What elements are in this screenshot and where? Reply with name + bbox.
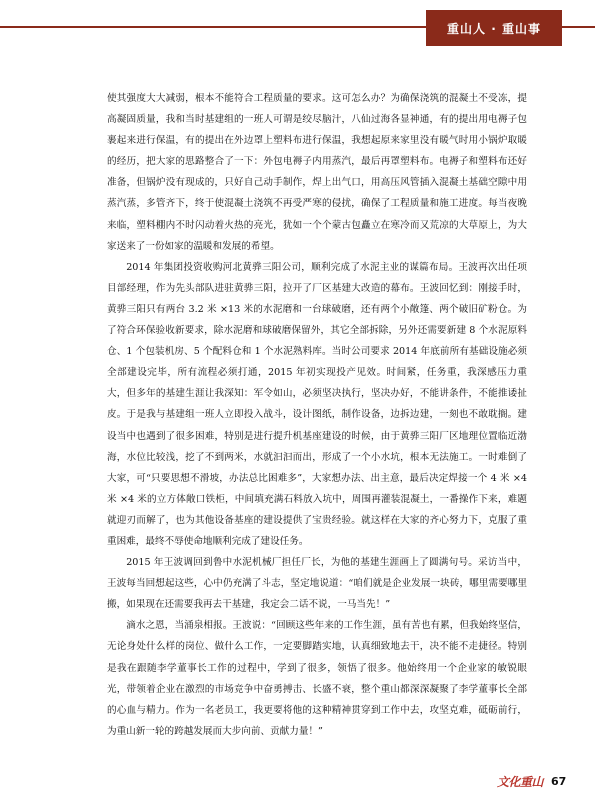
paragraph: 2015 年王波调回到鲁中水泥机械厂担任厂长，为他的基建生涯画上了圆满句号。采访当中，王波每当回想起这些，心中仍充满了斗志，坚定地说道：“咱们就是企业发展一块砖，哪里需要哪里搬，如果现在还需要我再去干基建，我定会二话不说，一马当先！” — [107, 557, 527, 611]
page-footer — [497, 773, 566, 789]
article-body — [107, 88, 527, 742]
paragraph: 滴水之恩，当涌泉相报。王波说：“回顾这些年来的工作生涯，虽有苦也有累，但我始终坚信，无论身处什么样的岗位、做什么工作，一定要脚踏实地，认真细致地去干，决不能不走捷径。特别是我在跟随李学董事长工作的过程中，学到了很多，领悟了很多。他始终用一个企业家的敏锐眼光，带领着企业在激烈的市场竞争中奋勇搏击、长盛不衰，整个重山都深深凝聚了李学董事长全部的心血与精力。作为一名老员工，我更要将他的这种精神贯穿到工作中去，攻坚克难，砥砺前行，为重山新一轮的跨越发展而大步向前、贡献力量！” — [107, 620, 527, 737]
section-title: 重山人 · 重山事 — [447, 21, 541, 36]
section-header-tab — [426, 10, 562, 46]
magazine-logo: 文化重山 — [497, 774, 544, 789]
paragraph: 2014 年集团投资收购河北黄骅三阳公司，顺利完成了水泥主业的谋篇布局。王波再次出任项目部经理，作为先头部队进驻黄骅三阳，拉开了厂区基建大改造的幕布。王波回忆到：刚接手时，黄骅三阳只有两台 3.2 米 ×13 米的水泥磨和一台球破磨，还有两个小敞篷、两个破旧矿粉仓。为了符合环保验收新要求，除水泥磨和球破磨保留外，其它全部拆除，另外还需要新建 8 个水泥原料仓、1 个包装机房、5 个配料仓和 1 个水泥熟料库。当时公司要求 2014 年底前所有基础设施必须全部建设完毕，所有流程必须打通，2015 年初实现投产见效。时间紧，任务重，我深感压力重大，但多年的基建生涯让我深知：军令如山，必须坚决执行，坚决办好，不能讲条件，不能推诿扯皮。于是我与基建组一班人立即投入战斗，设计图纸，制作设备，边拆边建，一刻也不敢耽搁。建设当中也遇到了很多困难，特别是进行提升机基座建设的时候，由于黄骅三阳厂区地理位置临近渤海，水位比较浅，挖了不到两米，水就汩汩而出，形成了一个小水坑，根本无法施工。一时难倒了大家，可“只要思想不滑坡，办法总比困难多”，大家想办法、出主意，最后决定焊接一个 4 米 ×4 米 ×4 米的立方体敞口铁柜，中间填充满石料放入坑中，周围再灌装混凝土，一番操作下来，难题就迎刃而解了，也为其他设备基座的建设提供了宝贵经验。就这样在大家的齐心努力下，克服了重重困难，最终不辱使命地顺利完成了建设任务。 — [107, 261, 527, 547]
paragraph-continued: 使其强度大大减弱，根本不能符合工程质量的要求。这可怎么办？为确保浇筑的混凝土不受冻，提高凝固质量，我和当时基建组的一班人可谓是绞尽脑汁，八仙过海各显神通，有的提出用电褥子包裹起来进行保温，有的提出在外边罩上塑料布进行保温，我想起原来家里没有暖气时用小锅炉取暖的经历，把大家的思路整合了一下：外包电褥子内用蒸汽，最后再罩塑料布。电褥子和塑料布还好准备，但锅炉没有现成的，只好自己动手制作，焊上出气口，用高压风管插入混凝土基础空隙中用蒸汽蒸，多管齐下，终于使混凝土浇筑不再受严寒的侵扰，确保了工程质量和施工进度。每当夜晚来临，塑料棚内不时闪动着火热的亮光，犹如一个个蒙古包矗立在寒冷而又荒凉的大草原上，为大家送来了一份如家的温暖和发展的希望。 — [107, 93, 527, 252]
page-number: 67 — [551, 774, 567, 788]
